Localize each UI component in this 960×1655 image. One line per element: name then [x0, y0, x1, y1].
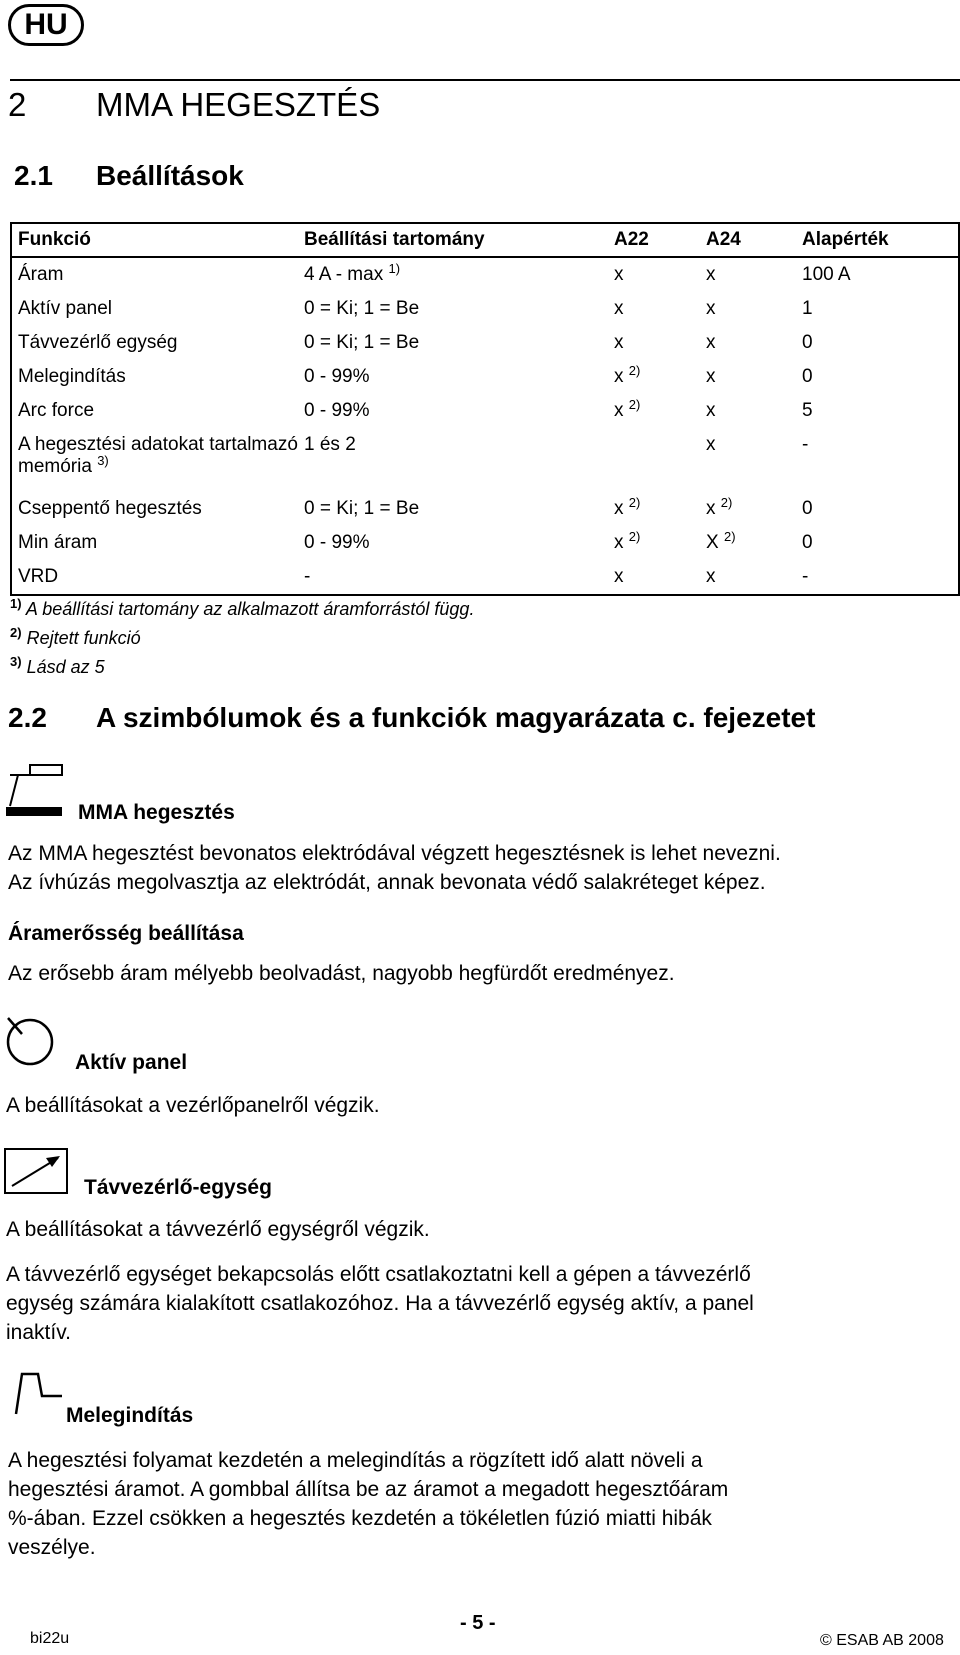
table-row: [11, 257, 959, 292]
cell-value: x: [706, 498, 716, 519]
cell-value: A hegesztési adatokat tartalmazó memória: [18, 434, 298, 477]
table-body: [11, 257, 959, 595]
hot-start-icon: [14, 1372, 64, 1416]
cell-function: [11, 326, 298, 360]
table-row: [11, 394, 959, 428]
cell-range: [298, 428, 608, 492]
current-title: Áramerősség beállítása: [8, 922, 244, 945]
footnote-mark: 3): [10, 654, 22, 669]
cell-value: 1 és 2: [304, 434, 356, 455]
subsection-title: A szimbólumok és a funkciók magyarázata c. fejezetet: [96, 702, 816, 733]
cell-footnote-mark: 2): [723, 529, 736, 544]
remote-title: Távvezérlő-egység: [84, 1176, 272, 1199]
cell-a22: [608, 394, 700, 428]
cell-a22: [608, 526, 700, 560]
cell-a22: [608, 560, 700, 595]
cell-footnote-mark: 2): [628, 363, 641, 378]
column-header-range: Beállítási tartomány: [298, 223, 608, 257]
cell-value: x: [706, 264, 716, 285]
table-row: [11, 492, 959, 526]
remote-line: egység számára kialakított csatlakozóhoz. Ha a távvezérlő egység aktív, a panel: [6, 1292, 754, 1315]
footnote-1: [10, 596, 475, 628]
cell-value: 5: [802, 400, 813, 421]
subsection-number: 2.2: [8, 702, 47, 733]
cell-a24: [700, 257, 796, 292]
subsection-heading-settings: [14, 160, 244, 192]
cell-range: [298, 394, 608, 428]
remote-line: inaktív.: [6, 1321, 71, 1344]
cell-footnote-mark: 3): [97, 453, 109, 468]
cell-value: VRD: [18, 566, 59, 587]
footnote-text: Rejtett funkció: [26, 628, 141, 648]
cell-value: x: [706, 366, 716, 387]
remote-arrow-icon: [4, 1148, 68, 1194]
mma-title: MMA hegesztés: [78, 801, 235, 824]
cell-value: -: [802, 434, 809, 455]
cell-value: x: [614, 400, 624, 421]
remote-line: A távvezérlő egységet bekapcsolás előtt csatlakoztatni kell a gépen a távvezérlő: [6, 1263, 751, 1286]
table-row: [11, 526, 959, 560]
cell-default: [796, 492, 959, 526]
cell-default: [796, 326, 959, 360]
cell-value: 0 = Ki; 1 = Be: [304, 298, 420, 319]
cell-range: [298, 292, 608, 326]
cell-a22: [608, 326, 700, 360]
cell-a24: [700, 292, 796, 326]
cell-range: [298, 360, 608, 394]
cell-value: x: [706, 434, 716, 455]
cell-a22: [608, 492, 700, 526]
column-header-a22: A22: [608, 223, 700, 257]
cell-a22: [608, 360, 700, 394]
footnote-text: A beállítási tartomány az alkalmazott áramforrástól függ.: [25, 599, 475, 619]
table-row: [11, 560, 959, 595]
cell-a24: [700, 360, 796, 394]
cell-value: 0: [802, 366, 813, 387]
hotstart-line: A hegesztési folyamat kezdetén a melegindítás a rögzített idő alatt növeli a: [8, 1449, 703, 1472]
cell-value: x: [614, 298, 624, 319]
cell-value: x: [614, 332, 624, 353]
cell-default: [796, 360, 959, 394]
cell-value: x: [706, 566, 716, 587]
table-row: [11, 428, 959, 492]
cell-value: 4 A - max: [304, 264, 384, 285]
cell-value: x: [706, 298, 716, 319]
cell-a24: [700, 394, 796, 428]
cell-value: 0 - 99%: [304, 366, 370, 387]
cell-value: X: [706, 532, 719, 553]
cell-default: [796, 257, 959, 292]
cell-range: [298, 526, 608, 560]
mma-line: Az MMA hegesztést bevonatos elektródával végzett hegesztésnek is lehet nevezni.: [8, 842, 781, 865]
subsection-heading-symbols: [8, 702, 815, 734]
cell-function: [11, 560, 298, 595]
footnote-3: [10, 654, 474, 686]
cell-value: 0 = Ki; 1 = Be: [304, 332, 420, 353]
cell-footnote-mark: 2): [628, 495, 641, 510]
mma-description: [8, 839, 781, 897]
section-heading: [8, 86, 380, 124]
cell-range: [298, 257, 608, 292]
cell-value: Min áram: [18, 532, 98, 553]
hotstart-line: veszélye.: [8, 1536, 96, 1559]
cell-function: [11, 526, 298, 560]
cell-value: Áram: [18, 264, 64, 285]
cell-default: [796, 526, 959, 560]
cell-default: [796, 292, 959, 326]
hotstart-text: [8, 1446, 728, 1562]
cell-footnote-mark: 1): [388, 261, 401, 276]
column-header-function: Funkció: [11, 223, 298, 257]
table-row: [11, 360, 959, 394]
section-title: MMA HEGESZTÉS: [96, 86, 381, 123]
dial-icon: [4, 1014, 56, 1066]
cell-value: 0 = Ki; 1 = Be: [304, 498, 420, 519]
cell-function: [11, 360, 298, 394]
header-divider: [10, 79, 960, 81]
current-text: Az erősebb áram mélyebb beolvadást, nagyobb hegfürdőt eredményez.: [8, 962, 675, 985]
footnote-mark: 2): [10, 625, 22, 640]
cell-value: Arc force: [18, 400, 95, 421]
cell-footnote-mark: 2): [720, 495, 733, 510]
cell-value: 0: [802, 498, 813, 519]
cell-value: x: [614, 264, 624, 285]
cell-a24: [700, 560, 796, 595]
cell-function: [11, 428, 298, 492]
footer-code: bi22u: [30, 1630, 70, 1647]
cell-value: Aktív panel: [18, 298, 112, 319]
cell-value: 0: [802, 532, 813, 553]
cell-value: Távvezérlő egység: [18, 332, 178, 353]
table-header-row: [11, 223, 959, 257]
footnote-2: [10, 625, 474, 657]
cell-value: x: [614, 566, 624, 587]
table-row: [11, 292, 959, 326]
table-row: [11, 326, 959, 360]
cell-function: [11, 292, 298, 326]
subsection-title: Beállítások: [96, 160, 244, 191]
electrode-holder-icon: [6, 764, 64, 818]
footnotes: [10, 596, 475, 686]
mma-line: Az ívhúzás megolvasztja az elektródát, annak bevonata védő salakréteget képez.: [8, 871, 766, 894]
cell-value: 100 A: [802, 264, 851, 285]
cell-footnote-mark: 2): [628, 529, 641, 544]
column-header-default: Alapérték: [796, 223, 959, 257]
cell-value: 1: [802, 298, 813, 319]
cell-function: [11, 257, 298, 292]
cell-default: [796, 394, 959, 428]
active-panel-text: A beállításokat a vezérlőpanelről végzik.: [6, 1094, 380, 1117]
cell-value: -: [304, 566, 311, 587]
cell-value: Melegindítás: [18, 366, 126, 387]
cell-a22: [608, 257, 700, 292]
cell-range: [298, 326, 608, 360]
cell-value: x: [706, 332, 716, 353]
cell-default: [796, 428, 959, 492]
cell-value: x: [614, 498, 624, 519]
subsection-number: 2.1: [14, 160, 53, 191]
cell-value: 0 - 99%: [304, 400, 370, 421]
cell-a22: [608, 292, 700, 326]
cell-a24: [700, 428, 796, 492]
cell-function: [11, 394, 298, 428]
footer-page-number: - 5 -: [460, 1612, 496, 1634]
cell-value: x: [706, 400, 716, 421]
remote-text-2: [6, 1260, 754, 1347]
cell-value: -: [802, 566, 809, 587]
active-panel-title: Aktív panel: [75, 1051, 188, 1074]
footnote-mark: 1): [10, 596, 22, 611]
cell-value: Cseppentő hegesztés: [18, 498, 202, 519]
footer-copyright: © ESAB AB 2008: [820, 1632, 944, 1649]
cell-value: x: [614, 532, 624, 553]
cell-range: [298, 560, 608, 595]
cell-function: [11, 492, 298, 526]
cell-a24: [700, 492, 796, 526]
column-header-a24: A24: [700, 223, 796, 257]
cell-footnote-mark: 2): [628, 397, 641, 412]
cell-value: 0: [802, 332, 813, 353]
cell-a24: [700, 526, 796, 560]
section-number: 2: [8, 86, 27, 123]
hotstart-line: hegesztési áramot. A gombbal állítsa be az áramot a megadott hegesztőáram: [8, 1478, 729, 1501]
cell-a22: [608, 428, 700, 492]
cell-value: 0 - 99%: [304, 532, 370, 553]
remote-text-1: A beállításokat a távvezérlő egységről végzik.: [6, 1218, 430, 1241]
cell-value: x: [614, 366, 624, 387]
hotstart-line: %-ában. Ezzel csökken a hegesztés kezdetén a tökéletlen fúzió miatti hibák: [8, 1507, 712, 1530]
footnote-text: Lásd az 5: [26, 657, 105, 677]
language-badge: HU: [8, 4, 84, 46]
cell-range: [298, 492, 608, 526]
cell-a24: [700, 326, 796, 360]
cell-default: [796, 560, 959, 595]
settings-table: [10, 222, 960, 596]
hotstart-title: Melegindítás: [66, 1404, 194, 1427]
